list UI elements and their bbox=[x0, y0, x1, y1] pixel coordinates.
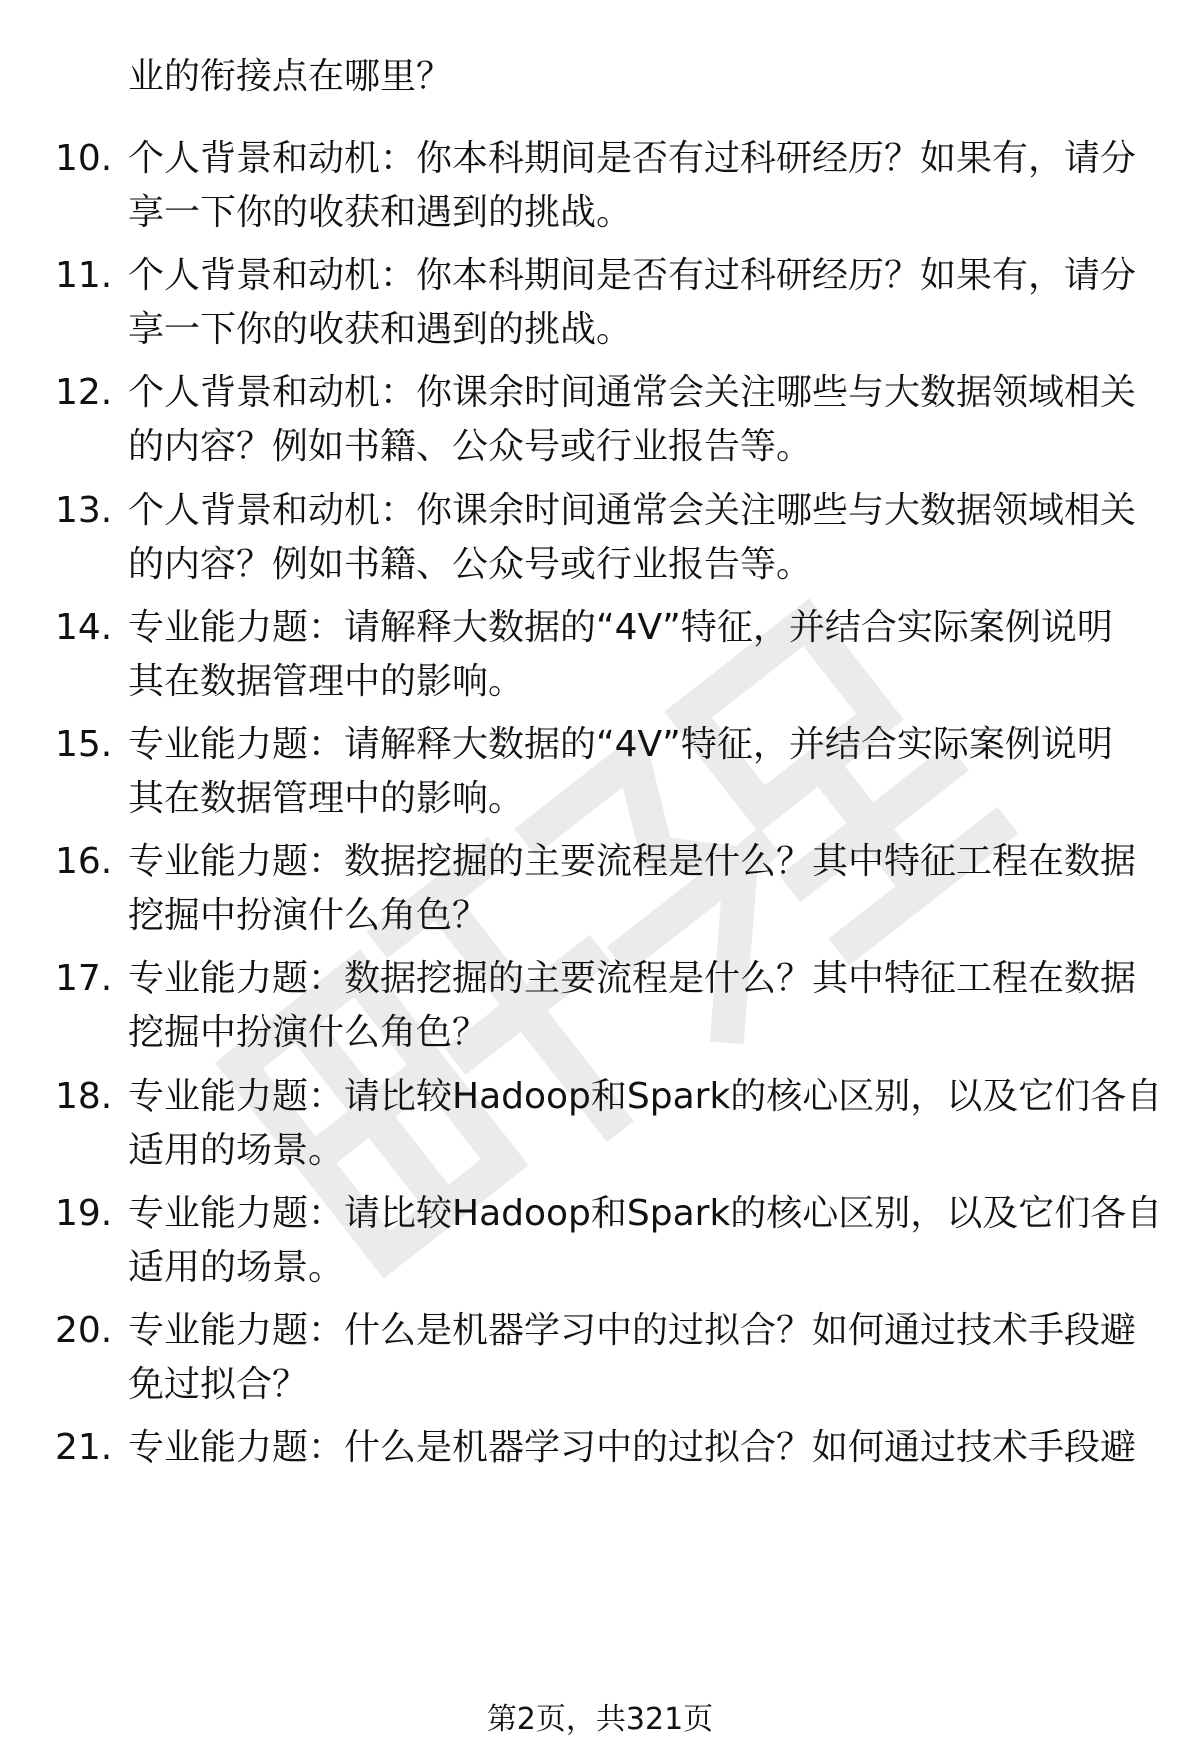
question-fragment-text: 业的衔接点在哪里？ bbox=[128, 56, 453, 97]
list-item-text-line: 个人背景和动机：你本科期间是否有过科研经历？如果有，请分 bbox=[128, 255, 1137, 296]
list-item-text-line: 适用的场景。 bbox=[128, 1247, 345, 1288]
list-item-text-line: 的内容？例如书籍、公众号或行业报告等。 bbox=[128, 426, 813, 467]
list-item-number: 11. bbox=[55, 255, 113, 296]
list-item-text-line: 其在数据管理中的影响。 bbox=[128, 778, 525, 819]
list-item-text-line: 挖掘中扮演什么角色？ bbox=[128, 1012, 489, 1053]
list-item-text-line: 享一下你的收获和遇到的挑战。 bbox=[128, 192, 633, 233]
list-item-text-line: 个人背景和动机：你课余时间通常会关注哪些与大数据领域相关 bbox=[128, 372, 1137, 413]
list-item-number: 12. bbox=[55, 372, 113, 413]
list-item-number: 10. bbox=[55, 138, 113, 179]
page-footer: 第2页，共321页 bbox=[486, 1702, 714, 1737]
list-item-text-line: 专业能力题：请比较Hadoop和Spark的核心区别，以及它们各自 bbox=[128, 1193, 1163, 1234]
list-item-number: 16. bbox=[55, 841, 113, 882]
list-item-text-line: 个人背景和动机：你本科期间是否有过科研经历？如果有，请分 bbox=[128, 138, 1137, 179]
list-item-number: 20. bbox=[55, 1310, 113, 1351]
list-item-text-line: 其在数据管理中的影响。 bbox=[128, 661, 525, 702]
list-item-text-line: 专业能力题：什么是机器学习中的过拟合？如何通过技术手段避 bbox=[128, 1310, 1137, 1351]
list-item-text-line: 个人背景和动机：你课余时间通常会关注哪些与大数据领域相关 bbox=[128, 490, 1137, 531]
list-item-number: 15. bbox=[55, 724, 113, 765]
list-item-text-line: 专业能力题：请比较Hadoop和Spark的核心区别，以及它们各自 bbox=[128, 1076, 1163, 1117]
list-item-number: 17. bbox=[55, 958, 113, 999]
list-item-number: 19. bbox=[55, 1193, 113, 1234]
list-item-text-line: 专业能力题：数据挖掘的主要流程是什么？其中特征工程在数据 bbox=[128, 958, 1137, 999]
list-item-text-line: 适用的场景。 bbox=[128, 1130, 345, 1171]
list-item-text-line: 专业能力题：请解释大数据的“4V”特征，并结合实际案例说明 bbox=[128, 724, 1113, 765]
list-item-text-line: 免过拟合？ bbox=[128, 1364, 309, 1405]
list-item-number: 13. bbox=[55, 490, 113, 531]
list-item-number: 14. bbox=[55, 607, 113, 648]
list-item-text-line: 的内容？例如书籍、公众号或行业报告等。 bbox=[128, 544, 813, 585]
list-item-text-line: 专业能力题：请解释大数据的“4V”特征，并结合实际案例说明 bbox=[128, 607, 1113, 648]
list-item-text-line: 专业能力题：什么是机器学习中的过拟合？如何通过技术手段避 bbox=[128, 1427, 1137, 1468]
list-item-number: 21. bbox=[55, 1427, 113, 1468]
list-item-text-line: 享一下你的收获和遇到的挑战。 bbox=[128, 309, 633, 350]
list-item-number: 18. bbox=[55, 1076, 113, 1117]
list-item-text-line: 专业能力题：数据挖掘的主要流程是什么？其中特征工程在数据 bbox=[128, 841, 1137, 882]
list-item-text-line: 挖掘中扮演什么角色？ bbox=[128, 895, 489, 936]
